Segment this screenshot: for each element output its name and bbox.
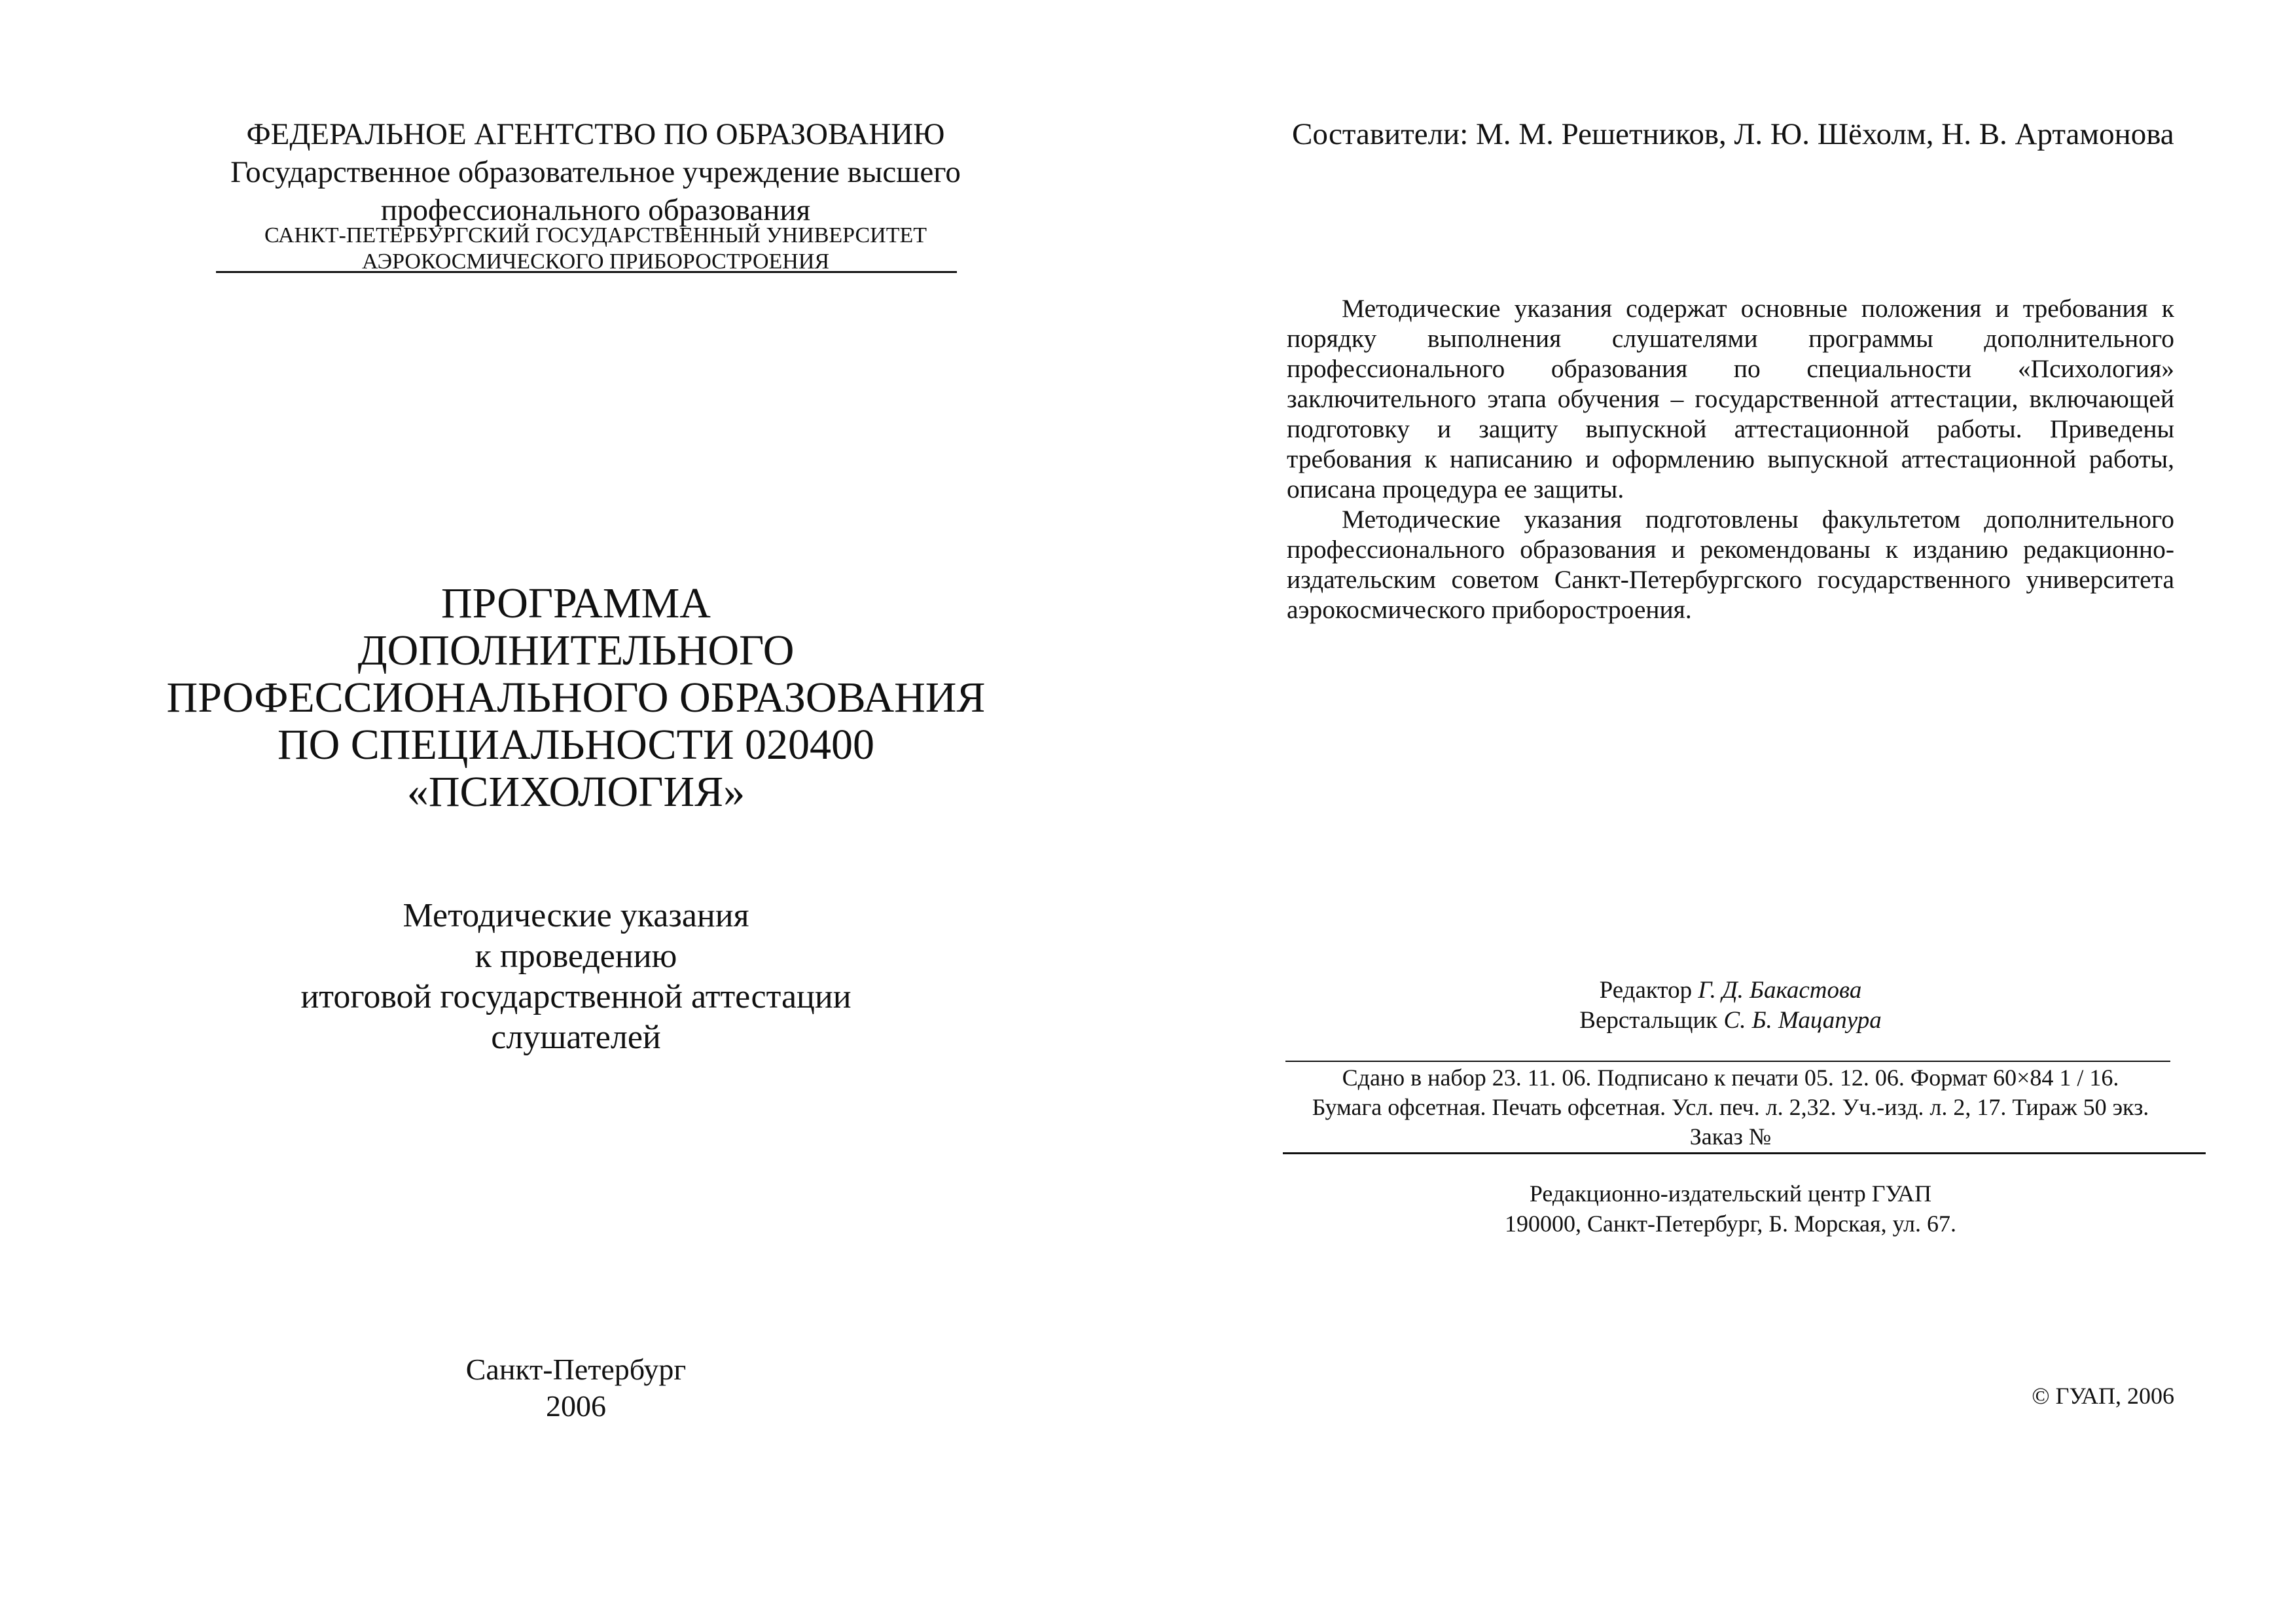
title-line: ДОПОЛНИТЕЛЬНОГО xyxy=(357,627,795,674)
year: 2006 xyxy=(546,1389,606,1423)
editor-label: Редактор xyxy=(1599,977,1693,1004)
agency-name: ФЕДЕРАЛЬНОЕ АГЕНТСТВО ПО ОБРАЗОВАНИЮ xyxy=(246,117,945,151)
institution-line: Государственное образовательное учреждение высшего xyxy=(230,155,961,189)
publisher-line: 190000, Санкт-Петербург, Б. Морская, ул. 67. xyxy=(1505,1211,1956,1237)
print-info-top-rule xyxy=(1285,1061,2170,1062)
right-page xyxy=(1148,0,2296,1623)
print-info-line: Сдано в набор 23. 11. 06. Подписано к печати 05. 12. 06. Формат 60×84 1 / 16. xyxy=(1342,1065,2119,1091)
title-line: ПРОФЕССИОНАЛЬНОГО ОБРАЗОВАНИЯ xyxy=(166,674,986,721)
title-line: «ПСИХОЛОГИЯ» xyxy=(406,768,745,816)
print-info-bottom-rule xyxy=(1283,1152,2206,1154)
city: Санкт-Петербург xyxy=(465,1353,687,1386)
layout-name: С. Б. Мацапура xyxy=(1723,1007,1882,1034)
editor-name: Г. Д. Бакастова xyxy=(1698,977,1862,1004)
print-info-line: Заказ № xyxy=(1689,1123,1772,1150)
abstract xyxy=(1287,293,2174,625)
imprint-place-year xyxy=(380,1351,772,1425)
layout-label: Верстальщик xyxy=(1579,1007,1718,1034)
print-info-line: Бумага офсетная. Печать офсетная. Усл. печ. л. 2,32. Уч.-изд. л. 2, 17. Тираж 50 экз. xyxy=(1312,1094,2149,1120)
subtitle-line: к проведению xyxy=(475,938,677,975)
print-info xyxy=(1279,1063,2182,1152)
header-divider xyxy=(216,271,957,273)
abstract-paragraph: Методические указания содержат основные положения и требования к порядку выполнения слушателями программы дополнительного профессионального образования по специальности «Психология» заключительного этапа обучения – государственной аттестации, включающей подготовку и защиту выпускной аттестационной работы. Приведены требования к написанию и оформлению выпускной аттестационной работы, описана процедура ее защиты. xyxy=(1287,294,2174,503)
subtitle-line: итоговой государственной аттестации xyxy=(300,978,852,1015)
document-subtitle xyxy=(118,896,1034,1058)
subtitle-line: слушателей xyxy=(491,1019,661,1056)
editor-line xyxy=(1279,976,2182,1006)
title-line: ПО СПЕЦИАЛЬНОСТИ 020400 xyxy=(277,721,875,769)
university-line: АЭРОКОСМИЧЕСКОГО ПРИБОРОСТРОЕНИЯ xyxy=(361,249,830,274)
layout-line xyxy=(1279,1006,2182,1036)
university-line: САНКТ-ПЕТЕРБУРГСКИЙ ГОСУДАРСТВЕННЫЙ УНИВЕРСИТЕТ xyxy=(264,223,927,247)
title-line: ПРОГРАММА xyxy=(441,579,711,627)
editorial-credits xyxy=(1279,976,2182,1036)
university-name xyxy=(216,223,975,275)
institution-line: профессионального образования xyxy=(380,193,811,227)
compilers: Составители: М. М. Решетников, Л. Ю. Шёхолм, Н. В. Артамонова xyxy=(1292,117,2174,151)
document-title xyxy=(118,580,1034,816)
abstract-paragraph: Методические указания подготовлены факультетом дополнительного профессионального образования и рекомендованы к изданию редакционно-издательским советом Санкт-Петербургского государственного университета аэрокосмического приборостроения. xyxy=(1287,505,2174,624)
institution-name xyxy=(216,153,975,229)
subtitle-line: Методические указания xyxy=(403,897,749,934)
publisher-info xyxy=(1279,1178,2182,1239)
copyright: © ГУАП, 2006 xyxy=(2032,1383,2174,1409)
publisher-line: Редакционно-издательский центр ГУАП xyxy=(1529,1180,1932,1207)
